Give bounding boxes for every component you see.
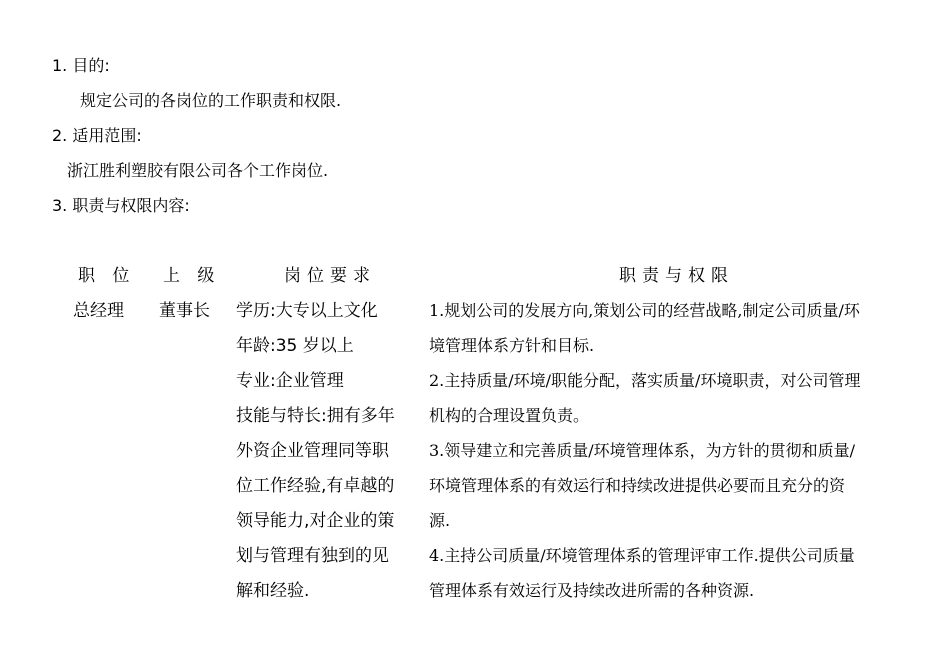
header-requirements: 岗位要求 [284, 266, 376, 286]
requirement-line: 解和经验. [236, 581, 310, 601]
header-superior: 上 级 [163, 266, 221, 286]
requirement-line: 领导能力,对企业的策 [236, 511, 395, 531]
requirement-line: 技能与特长:拥有多年 [236, 406, 395, 426]
duty-line: 源. [429, 511, 451, 530]
header-duties: 职责与权限 [619, 266, 734, 286]
duty-line: 3.领导建立和完善质量/环境管理体系，为方针的贯彻和质量/ [429, 441, 856, 460]
requirements-list [236, 300, 395, 615]
duty-line: 管理体系有效运行及持续改进所需的各种资源. [429, 581, 755, 600]
duty-line: 4.主持公司质量/环境管理体系的管理评审工作.提供公司质量 [429, 546, 855, 565]
cell-position: 总经理 [73, 301, 124, 321]
section-1-body: 规定公司的各岗位的工作职责和权限. [80, 91, 342, 110]
section-2-body: 浙江胜利塑胶有限公司各个工作岗位. [67, 161, 329, 180]
section-2-heading: 2. 适用范围: [52, 126, 142, 145]
header-position: 职 位 [78, 266, 136, 286]
section-3-heading: 3. 职责与权限内容: [52, 196, 190, 215]
cell-superior: 董事长 [159, 301, 210, 321]
duty-line: 环境管理体系的有效运行和持续改进提供必要而且充分的资 [429, 476, 846, 495]
duty-line: 境管理体系方针和目标. [429, 336, 595, 355]
requirement-line: 位工作经验,有卓越的 [236, 476, 395, 496]
requirement-line: 划与管理有独到的见 [236, 546, 389, 566]
duties-list [429, 300, 860, 615]
requirement-line: 年龄:35 岁以上 [236, 336, 354, 356]
duty-line: 机构的合理设置负责。 [429, 406, 590, 425]
duty-line: 1.规划公司的发展方向,策划公司的经营战略,制定公司质量/环 [429, 301, 860, 320]
requirement-line: 专业:企业管理 [236, 371, 344, 391]
section-1-heading: 1. 目的: [52, 56, 110, 75]
requirement-line: 外资企业管理同等职 [236, 441, 389, 461]
duty-line: 2.主持质量/环境/职能分配，落实质量/环境职责，对公司管理 [429, 371, 861, 390]
requirement-line: 学历:大专以上文化 [236, 301, 378, 321]
